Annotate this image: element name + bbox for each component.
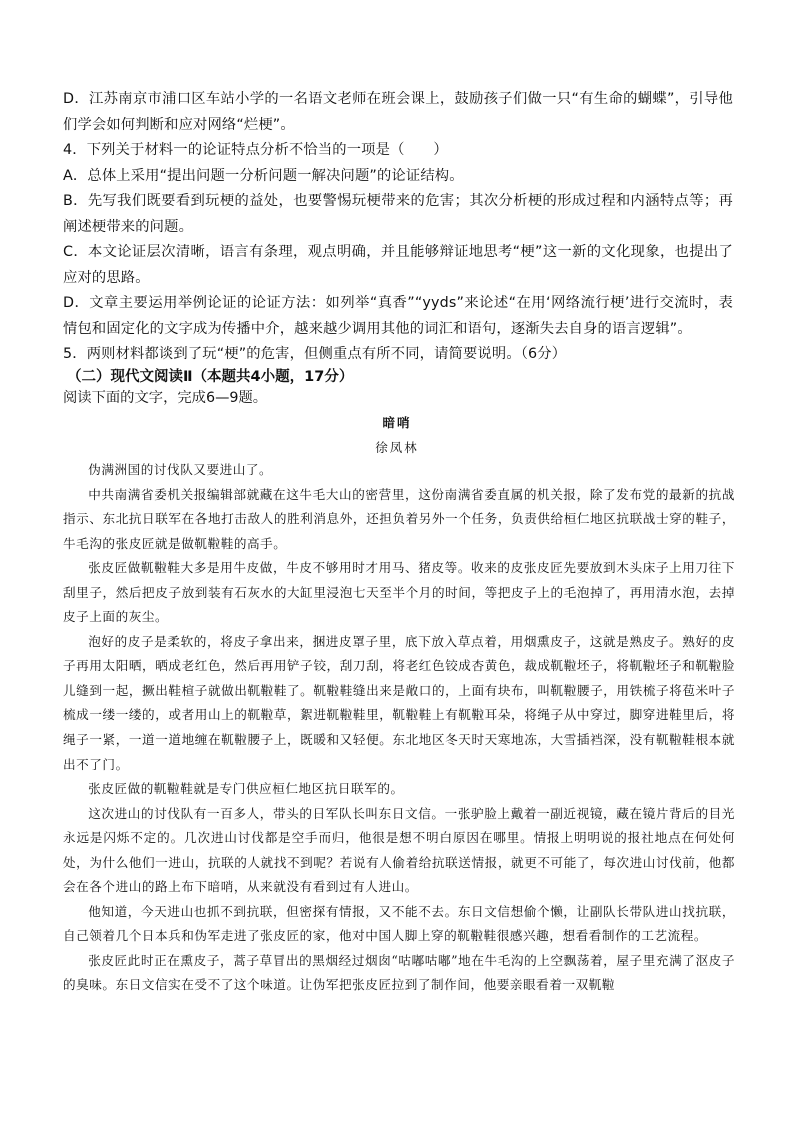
section-heading: （二）现代文阅读Ⅱ（本题共4小题，17分） xyxy=(67,369,354,385)
story-paragraph: 泡好的皮子是柔软的，将皮子拿出来，捆进皮罩子里，底下放入草点着，用烟熏皮子，这就是熟皮子。熟好的皮子再用太阳晒，晒成老红色，然后再用铲子铰，刮刀刮，将老红色铰成杏黄色，裁成靰鞡坯子，将靰鞡坯子和靰鞡脸儿缝到一起，撅出鞋楦子就做出靰鞡鞋了。靰鞡鞋缝出来是敞口的，上面有块布，叫靰鞡腰子，用铁梳子将苞米叶子梳成一缕一缕的，或者用山上的靰鞡草，絮进靰鞡鞋里，靰鞡鞋上有靰鞡耳朵，将绳子从中穿过，脚穿进鞋里后，将绳子一紧，一道一道地缠在靰鞡腰子上，既暖和又轻便。东北地区冬天时天寒地冻，大雪插裆深，没有靰鞡鞋根本就出不了门。 xyxy=(63,633,735,772)
question-4-stem: 4．下列关于材料一的论证特点分析不恰当的一项是（ ） xyxy=(63,142,448,158)
story-paragraph: 这次进山的讨伐队有一百多人，带头的日军队长叫东日文信。一张驴脸上戴着一副近视镜，藏在镜片背后的目光永远是闪烁不定的。几次进山讨伐都是空手而归，他很是想不明白原因在哪里。情报上明明说的报社地点在何处何处，为什么他们一进山，抗联的人就找不到呢？若说有人偷着给抗联送情报，就更不可能了，每次进山讨伐前，他都会在各个进山的路上布下暗哨，从来就没有看到过有人进山。 xyxy=(63,805,735,895)
question-5-stem: 5．两则材料都谈到了玩“梗”的危害，但侧重点有所不同，请简要说明。（6分） xyxy=(63,346,567,362)
story-paragraph: 中共南满省委机关报编辑部就藏在这牛毛大山的密营里，这份南满省委直属的机关报，除了发布党的最新的抗战指示、东北抗日联军在各地打击敌人的胜利消息外，还担负着另外一个任务，负责供给桓仁地区抗联战士穿的鞋子，牛毛沟的张皮匠就是做靰鞡鞋的高手。 xyxy=(63,486,735,551)
question-3-option-d: D．江苏南京市浦口区车站小学的一名语文老师在班会课上，鼓励孩子们做一只“有生命的蝴蝶”，引导他们学会如何判断和应对网络“烂梗”。 xyxy=(63,91,733,133)
question-4-option-c: C．本文论证层次清晰，语言有条理，观点明确，并且能够辩证地思考“梗”这一新的文化现象，也提出了应对的思路。 xyxy=(63,244,733,286)
question-4-option-d: D．文章主要运用举例论证的论证方法：如列举“真香”“yyds”来论述“在用‘网络流行梗’进行交流时，表情包和固定化的文字成为传播中介，越来越少调用其他的词汇和语句，逐渐失去自身的语言逻辑”。 xyxy=(63,295,733,337)
question-4-option-a: A．总体上采用“提出问题一分析问题一解决问题”的论证结构。 xyxy=(63,167,464,184)
story-body xyxy=(63,458,735,998)
story-paragraph: 张皮匠此时正在熏皮子，蒿子草冒出的黑烟经过烟囱“咕嘟咕嘟”地在牛毛沟的上空飘荡着，屋子里充满了沤皮子的臭味。东日文信实在受不了这个味道。让伪军把张皮匠拉到了制作间，他要亲眼看着一双靰鞡 xyxy=(63,952,735,993)
section-instruction: 阅读下面的文字，完成6—9题。 xyxy=(63,390,268,406)
story-title: 暗哨 xyxy=(382,415,412,430)
question-4-option-b: B．先写我们既要看到玩梗的益处，也要警惕玩梗带来的危害；其次分析梗的形成过程和内涵特点等；再阐述梗带来的问题。 xyxy=(63,193,733,235)
story-paragraph: 张皮匠做的靰鞡鞋就是专门供应桓仁地区抗日联军的。 xyxy=(88,781,404,797)
story-paragraph: 张皮匠做靰鞡鞋大多是用牛皮做，牛皮不够用时才用马、猪皮等。收来的皮张皮匠先要放到木头床子上用刀往下刮里子，然后把皮子放到装有石灰水的大缸里浸泡七天至半个月的时间，等把皮子上的毛泡掉了，再用清水泡，去掉皮子上面的灰尘。 xyxy=(63,560,735,625)
story-paragraph: 伪满洲国的讨伐队又要进山了。 xyxy=(88,462,273,477)
story-author: 徐凤林 xyxy=(375,440,419,455)
story-paragraph: 他知道，今天进山也抓不到抗联，但密探有情报，又不能不去。东日文信想偷个懒，让副队长带队进山找抗联，自己领着几个日本兵和伪军走进了张皮匠的家，他对中国人脚上穿的靰鞡鞋很感兴趣，想看看制作的工艺流程。 xyxy=(63,903,735,944)
